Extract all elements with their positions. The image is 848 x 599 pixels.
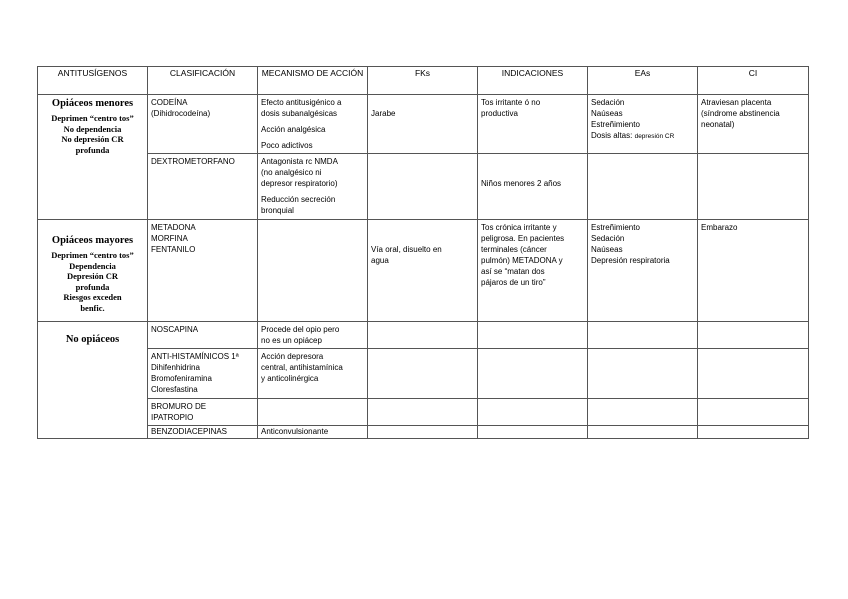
cell-eas-codeina: Sedación Naúseas Estreñimiento Dosis altas: depresión CR [588,95,698,154]
cell-indicaciones-codeina: Tos irritante ó no productiva [478,95,588,154]
group-opiaceos-menores: Opiáceos menores Deprimen “centro tos” No dependencia No depresión CR profunda [38,95,148,220]
table-row [38,349,809,399]
cell-fks-benzodiacepinas [368,426,478,439]
cell-ci-bromuro [698,399,809,426]
cell-eas-benzodiacepinas [588,426,698,439]
cell-indicaciones-bromuro [478,399,588,426]
cell-mecanismo-dextrometorfano: Antagonista rc NMDA (no analgésico ni depresor respiratorio) Reducción secreción bronquial [258,154,368,220]
cell-clasificacion-codeina: CODEÍNA (Dihidrocodeína) [148,95,258,154]
header-fks: FKs [368,67,478,95]
cell-eas-antihistaminicos [588,349,698,399]
cell-mecanismo-codeina: Efecto antitusigénico a dosis subanalgésicas Acción analgésica Poco adictivos [258,95,368,154]
cell-clasificacion-antihistaminicos: ANTI-HISTAMÍNICOS 1ª Dihifenhidrina Bromofeniramina Cloresfastina [148,349,258,399]
cell-clasificacion-bromuro: BROMURO DE IPATROPIO [148,399,258,426]
header-clasificacion: CLASIFICACIÓN [148,67,258,95]
cell-ci-dextrometorfano [698,154,809,220]
cell-eas-bromuro [588,399,698,426]
cell-indicaciones-metadona: Tos crónica irritante y peligrosa. En pacientes terminales (cáncer pulmón) METADONA y así se “matan dos pájaros de un tiro” [478,220,588,322]
header-indicaciones: INDICACIONES [478,67,588,95]
cell-mecanismo-antihistaminicos: Acción depresora central, antihistamínica y anticolinérgica [258,349,368,399]
cell-fks-codeina: Jarabe [368,95,478,154]
cell-clasificacion-benzodiacepinas: BENZODIACEPINAS [148,426,258,439]
cell-indicaciones-antihistaminicos [478,349,588,399]
cell-eas-dextrometorfano [588,154,698,220]
cell-fks-metadona: Vía oral, disuelto en agua [368,220,478,322]
group-no-opiaceos [38,322,148,439]
cell-eas-metadona: Estreñimiento Sedación Naúseas Depresión respiratoria [588,220,698,322]
cell-fks-antihistaminicos [368,349,478,399]
header-ci: CI [698,67,809,95]
cell-clasificacion-dextrometorfano: DEXTROMETORFANO [148,154,258,220]
cell-mecanismo-bromuro [258,399,368,426]
table-row [38,154,809,220]
cell-ci-metadona: Embarazo [698,220,809,322]
cell-mecanismo-benzodiacepinas: Anticonvulsionante [258,426,368,439]
cell-ci-antihistaminicos [698,349,809,399]
table-row [38,322,809,349]
table-row [38,220,809,322]
table-row [38,95,809,154]
header-antitusigenos: ANTITUSÍGENOS [38,67,148,95]
cell-fks-dextrometorfano [368,154,478,220]
cell-indicaciones-benzodiacepinas [478,426,588,439]
cell-ci-benzodiacepinas [698,426,809,439]
cell-ci-codeina: Atraviesan placenta (síndrome abstinencia neonatal) [698,95,809,154]
cell-fks-noscapina [368,322,478,349]
cell-indicaciones-dextrometorfano: Niños menores 2 años [478,154,588,220]
group-title: Opiáceos mayores [51,235,134,246]
header-mecanismo: MECANISMO DE ACCIÓN [258,67,368,95]
cell-mecanismo-noscapina: Procede del opio pero no es un opiácep [258,322,368,349]
group-opiaceos-mayores: Opiáceos mayores Deprimen “centro tos” Dependencia Depresión CR profunda Riesgos exceden benfic. [38,220,148,322]
table-row [38,399,809,426]
cell-indicaciones-noscapina [478,322,588,349]
cell-clasificacion-noscapina: NOSCAPINA [148,322,258,349]
group-title: No opiáceos [65,334,120,345]
cell-clasificacion-metadona: METADONA MORFINA FENTANILO [148,220,258,322]
cell-fks-bromuro [368,399,478,426]
antitussives-table [37,66,809,439]
cell-ci-noscapina [698,322,809,349]
table-row [38,426,809,439]
cell-mecanismo-metadona [258,220,368,322]
header-row [38,67,809,95]
group-title: Opiáceos menores [51,98,134,109]
header-eas: EAs [588,67,698,95]
cell-eas-noscapina [588,322,698,349]
